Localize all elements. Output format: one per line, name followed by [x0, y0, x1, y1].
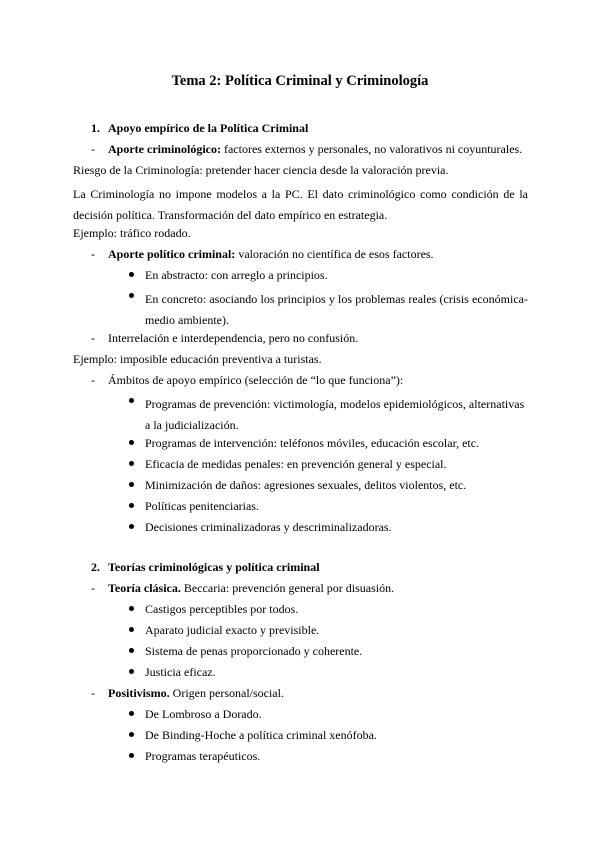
bullet-dot [129, 606, 134, 611]
list-item [108, 686, 284, 700]
list-item: Castigos perceptibles por todos. [145, 602, 299, 616]
section-heading: Apoyo empírico de la Política Criminal [108, 121, 309, 135]
section-number: 2. [91, 560, 100, 574]
bullet-dot [129, 753, 134, 758]
term-label: Teoría clásica. [108, 581, 181, 595]
list-item: Programas de prevención: victimología, modelos epidemiológicos, alternativas a la judicialización. [145, 397, 525, 432]
document-title: Tema 2: Política Criminal y Criminología [171, 73, 429, 89]
list-item: Decisiones criminalizadoras y descriminalizadoras. [145, 520, 392, 534]
bullet-dot [129, 648, 134, 653]
list-item: Políticas penitenciarias. [145, 499, 259, 513]
dash-bullet: - [91, 581, 95, 595]
list-item: Programas terapéuticos. [145, 749, 261, 763]
paragraph: La Criminología no impone modelos a la PC. El dato criminológico como condición de la decisión política. Transformación del dato empírico en estrategia. [73, 187, 528, 222]
term-text: Beccaria: prevención general por disuasión. [180, 581, 395, 595]
dash-bullet: - [91, 686, 95, 700]
list-item: Eficacia de medidas penales: en prevención general y especial. [145, 457, 447, 471]
list-item: Minimización de daños: agresiones sexuales, delitos violentos, etc. [145, 478, 467, 492]
bullet-dot [129, 293, 134, 298]
list-item: De Binding-Hoche a política criminal xenófoba. [145, 728, 377, 742]
paragraph: Riesgo de la Criminología: pretender hacer ciencia desde la valoración previa. [73, 163, 449, 177]
list-item: Interrelación e interdependencia, pero no confusión. [108, 331, 359, 345]
list-item [108, 142, 522, 156]
list-item [108, 247, 434, 261]
term-text: valoración no científica de esos factores. [235, 247, 434, 261]
dash-bullet: - [91, 331, 95, 345]
section-heading: Teorías criminológicas y política criminal [108, 560, 320, 574]
list-item: Justicia eficaz. [145, 665, 216, 679]
term-text: factores externos y personales, no valorativos ni coyunturales. [220, 142, 523, 156]
term-label: Positivismo. [108, 686, 170, 700]
list-item: Ámbitos de apoyo empírico (selección de “lo que funciona”): [108, 373, 404, 387]
list-item: Programas de intervención: teléfonos móviles, educación escolar, etc. [145, 436, 480, 450]
dash-bullet: - [91, 142, 95, 156]
list-item: En concreto: asociando los principios y los problemas reales (crisis económica-medio ambiente). [145, 292, 528, 327]
bullet-dot [129, 669, 134, 674]
bullet-dot [129, 482, 134, 487]
term-label: Aporte político criminal: [108, 247, 236, 261]
term-label: Aporte criminológico: [108, 142, 221, 156]
list-item: Sistema de penas proporcionado y coherente. [145, 644, 363, 658]
list-item [108, 581, 394, 595]
bullet-dot [129, 398, 134, 403]
term-text: Origen personal/social. [169, 686, 284, 700]
bullet-dot [129, 524, 134, 529]
bullet-dot [129, 461, 134, 466]
bullet-dot [129, 732, 134, 737]
bullet-dot [129, 503, 134, 508]
bullet-dot [129, 440, 134, 445]
dash-bullet: - [91, 373, 95, 387]
bullet-dot [129, 711, 134, 716]
dash-bullet: - [91, 247, 95, 261]
paragraph: Ejemplo: imposible educación preventiva a turistas. [73, 352, 322, 366]
list-item: Aparato judicial exacto y previsible. [145, 623, 320, 637]
list-item: En abstracto: con arreglo a principios. [145, 268, 328, 282]
bullet-dot [129, 272, 134, 277]
bullet-dot [129, 627, 134, 632]
paragraph: Ejemplo: tráfico rodado. [73, 226, 191, 240]
list-item: De Lombroso a Dorado. [145, 707, 262, 721]
section-number: 1. [91, 121, 100, 135]
